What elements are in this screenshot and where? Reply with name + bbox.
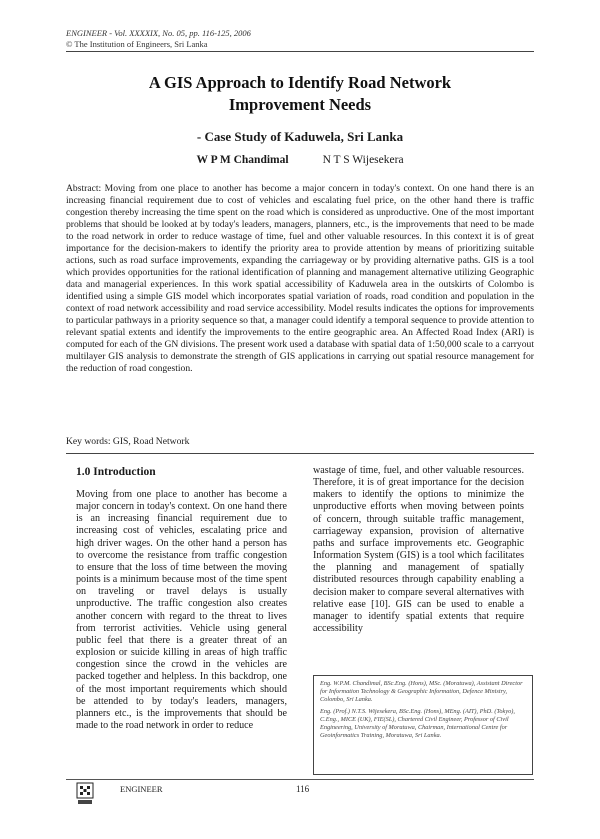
journal-citation: ENGINEER - Vol. XXXXIX, No. 05, pp. 116-125, 2006 [66, 28, 251, 38]
institution-logo-icon [76, 782, 94, 806]
author-1: W P M Chandimal [196, 154, 289, 166]
footer-magazine-name: ENGINEER [120, 784, 163, 794]
paper-title-line-2: Improvement Needs [228, 95, 372, 114]
paper-title-line-1: A GIS Approach to Identify Road Network [148, 73, 452, 92]
author-line [66, 153, 534, 167]
copyright-line: © The Institution of Engineers, Sri Lanka [66, 39, 208, 49]
abstract-label: Abstract: [66, 183, 102, 194]
author-note-2: Eng. (Prof.) N.T.S. Wijesekera, BSc.Eng. (Hons), MEng. (AIT), PhD. (Tokyo), C.Eng., MICE (UK), FIE(SL), Chartered Civil Engineer, Professor of Civil Engineering, University of Moratuwa, Chairman, International Centre for Geoinformatics Training, Moratuwa, Sri Lanka. [320, 707, 515, 740]
intro-right-column: wastage of time, fuel, and other valuable resources. Therefore, it is of great importance for the decision makers to identify the options to minimize the unproductive efforts when moving between points of concern, through suitable traffic management, carriageway expansion, provision of alternative paths and surface improvements etc. Geographic Information System (GIS) is a tool which facilitates the planning and management of spatially distributed resources through capability enabling a decision maker to compare several alternatives with relative ease [10]. GIS can be used to enable a manager to identify spatial extents that require accessibility [313, 465, 524, 635]
author-note-1: Eng. W.P.M. Chandimal, BSc.Eng. (Hons), MSc. (Moratuwa), Assistant Director for Information Technology & Geographic Information, Defence Ministry, Colombo, Sri Lanka. [320, 680, 523, 704]
header-rule [66, 51, 534, 52]
author-notes-box [313, 675, 533, 775]
abstract-text: Moving from one place to another has become a major concern in today's context. On one hand there is an increasing financial requirement due to cost of vehicles and escalating fuel price, on the other hand there is traffic congestion thereby increasing the time spent on the road which is considered as unproductive. One of the most important problems that should be looked at by today's leaders, managers, planners, etc., is the improvements that need to be made to the road network in order to reduce wastage of time, fuel and other valuable resources. In this context it is of great importance for the decision-makers to identify the priority area to provide attention by means of prioritizing suitable actions, such as road surface improvements, expanding the carriageway or by providing alternative paths. GIS is a tool which provides opportunities for the rational identification of planning and management alternative utilizing Geographic data and managerial experiences. In this work spatial accessibility of Kaduwela area in the outskirts of Colombo is identified using a simple GIS model which incorporates spatial variation of roads, road condition and population in the context of road network accessibility and road service accessibility. Model results indicates the options for improvements to particular pathways in a priority sequence so that, a manager could identify a temporal sequence to provide attention to relevant spatial extents and identify the improvements to the entire geographic area. An Affected Road Index (ARI) is computed for each of the GN divisions. The present work used a database with spatial data of 1:50,000 scale to a carryout multilayer GIS analysis to demonstrate the strength of GIS applications in carrying out spatial resource management for the reduction of road congestion. [66, 183, 534, 374]
intro-left-column: Moving from one place to another has become a major concern in today's context. On one hand there is an increasing financial requirement due to increasing cost of vehicles, escalating price and high driver wages. On the other hand a person has to overcome the resistance from traffic congestion to ensure that the loss of time between the moving points is a minimum because most of the time spent on traveling or travel delays is usually unproductive. The traffic congestion also creates another concern with regard to the threat to lives from terrorist activities. Vehicle using general public feel that there is a greater threat of an explosion or suicide killing in areas of high traffic congestion since the crowd in the vehicles are packed together and helpless. In this backdrop, one of the most important requirements which should be attended to by today's leaders, managers, planners etc., is the improvements that should be made to the road network in order to reduce [76, 489, 287, 731]
paper-subtitle: - Case Study of Kaduwela, Sri Lanka [196, 129, 404, 144]
footer-rule [66, 779, 534, 780]
journal-header [66, 28, 251, 38]
abstract [66, 183, 534, 375]
keywords-rule [66, 453, 534, 454]
section-heading-introduction: 1.0 Introduction [76, 466, 156, 478]
author-2: N T S Wijesekera [322, 154, 404, 166]
page-number: 116 [296, 784, 310, 794]
keywords: Key words: GIS, Road Network [66, 436, 190, 447]
